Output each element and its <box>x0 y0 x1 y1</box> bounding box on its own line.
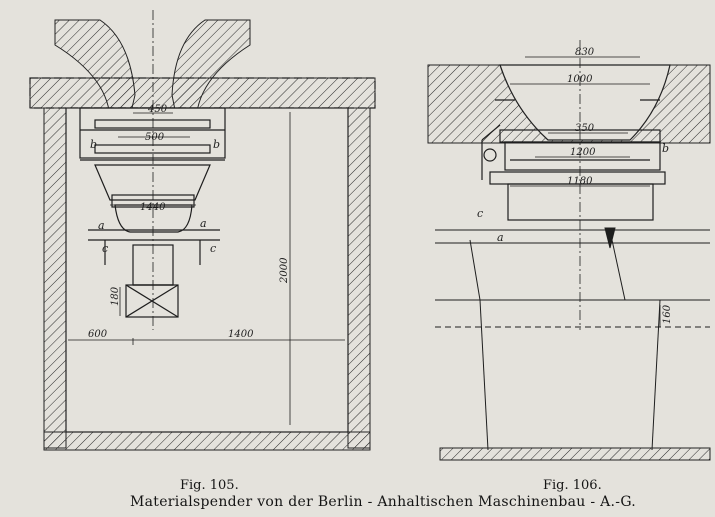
dim-height: 2000 <box>279 257 290 283</box>
dim-hopper-width: 500 <box>145 132 165 143</box>
rails-106 <box>435 228 710 450</box>
label-c-right: c <box>210 242 217 255</box>
label-c-left: c <box>102 242 109 255</box>
dim-bucket-width-106: 1180 <box>567 176 593 187</box>
pit-inner <box>66 108 348 432</box>
figure-106-drawing <box>428 40 710 460</box>
figure-106-caption: Fig. 106. <box>543 478 602 493</box>
main-caption: Materialspender von der Berlin - Anhaltischen Maschinenbau - A.-G. <box>130 494 637 510</box>
label-b-106: b <box>662 142 670 155</box>
label-a-right: a <box>200 217 207 230</box>
figure-105-drawing <box>30 10 375 450</box>
dim-inner: 1200 <box>570 147 596 158</box>
pit-floor <box>44 432 370 450</box>
dim-beam-span: 1000 <box>567 74 593 85</box>
floor-106 <box>440 448 710 460</box>
label-c-106: c <box>477 207 484 220</box>
dim-left-offset: 600 <box>88 329 108 340</box>
dim-opening: 350 <box>575 123 595 134</box>
label-a-left: a <box>98 219 105 232</box>
dim-lower-height: 180 <box>110 286 121 306</box>
pit-left-wall <box>44 108 66 448</box>
dim-right-width: 1400 <box>228 329 254 340</box>
label-b-left: b <box>90 138 98 151</box>
pit-right-wall <box>348 108 370 448</box>
dim-top-width: 450 <box>148 104 168 115</box>
dim-bucket-width: 1440 <box>140 202 166 213</box>
figure-105-caption: Fig. 105. <box>180 478 239 493</box>
label-b-right: b <box>213 138 221 151</box>
dim-lower-height-106: 160 <box>662 304 673 324</box>
label-a-106: a <box>497 231 504 244</box>
dim-top-span: 830 <box>575 47 595 58</box>
